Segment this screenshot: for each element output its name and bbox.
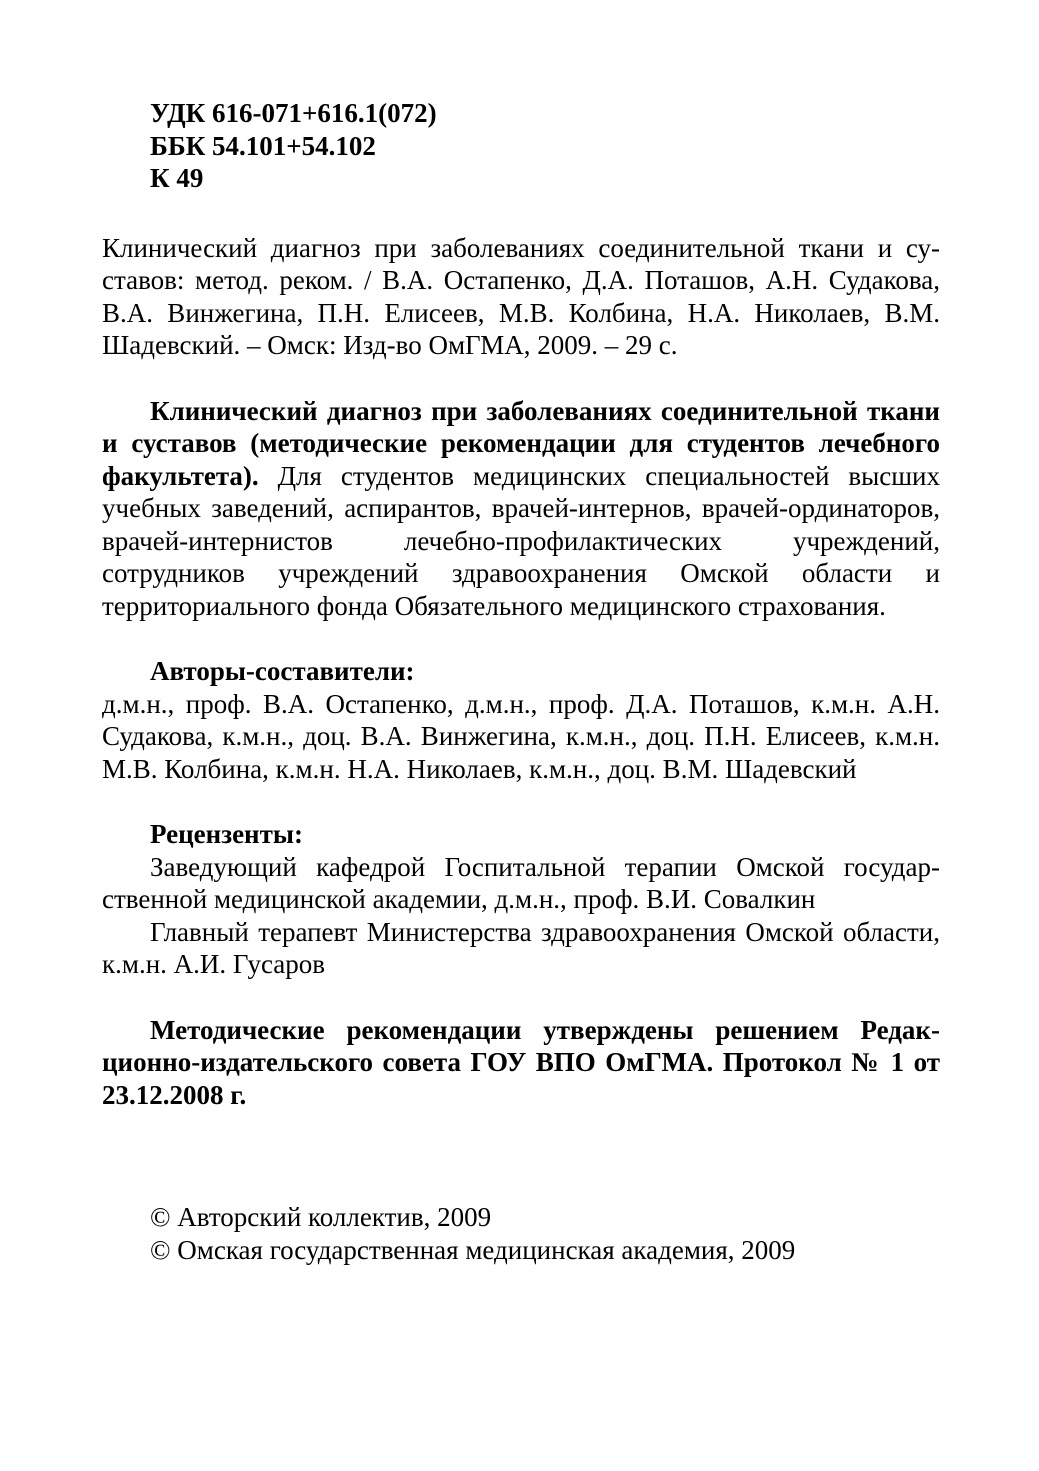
authors-heading: Авторы-составители:	[150, 656, 415, 686]
abstract-body: Для студентов медицинских специальностей высших учебных заведений, аспирантов, врачей-интернов, врачей-ординаторов, врачей-интернистов лечебно-профилактических учреждений, сотрудников учреждений здравоохранения Омской области и территориального фонда Обязательного медицинского страхования.	[102, 460, 940, 621]
abstract-paragraph	[102, 395, 940, 623]
document-page	[102, 97, 940, 1266]
classification-codes	[102, 97, 940, 195]
copyright-block	[102, 1201, 940, 1266]
authors-list: д.м.н., проф. В.А. Остапенко, д.м.н., проф. Д.А. Поташов, к.м.н. А.Н. Судакова, к.м.н., доц. В.А. Винжегина, к.м.н., доц. П.Н. Елисеев, к.м.н. М.В. Колбина, к.м.н. Н.А. Николаев, к.м.н., доц. В.М. Шадевский	[102, 688, 940, 784]
copyright-authors: © Авторский коллектив, 2009	[150, 1202, 492, 1232]
reviewer-2: Главный терапевт Министерства здравоохранения Омской области, к.м.н. А.И. Гусаров	[102, 916, 940, 979]
bbk-code: ББК 54.101+54.102	[150, 130, 376, 161]
udk-code: УДК 616-071+616.1(072)	[150, 98, 437, 128]
reviewer-1: Заведующий кафедрой Госпитальной терапии Омской государственной медицинской академии, д.м.н., проф. В.И. Совалкин	[102, 851, 940, 914]
bibliographic-citation: Клинический диагноз при заболеваниях соединительной ткани и суставов: метод. реком. / В.А. Остапенко, Д.А. Поташов, А.Н. Судакова, В.А. Винжегина, П.Н. Елисеев, М.В. Колбина, Н.А. Николаев, В.М. Шадевский. – Омск: Изд-во ОмГМА, 2009. – 29 с.	[102, 232, 940, 360]
author-mark: К 49	[150, 163, 204, 193]
copyright-academy: © Омская государственная медицинская академия, 2009	[150, 1234, 796, 1265]
abstract-title: Клинический диагноз при заболеваниях соединительной ткани и суставов (методические рекомендации для студентов лечебного факультета).	[102, 395, 940, 491]
reviewers-heading: Рецензенты:	[150, 819, 303, 849]
approval-statement: Методические рекомендации утверждены решением Редакционно-издательского совета ГОУ ВПО ОмГМА. Протокол № 1 от 23.12.2008 г.	[102, 1014, 940, 1110]
